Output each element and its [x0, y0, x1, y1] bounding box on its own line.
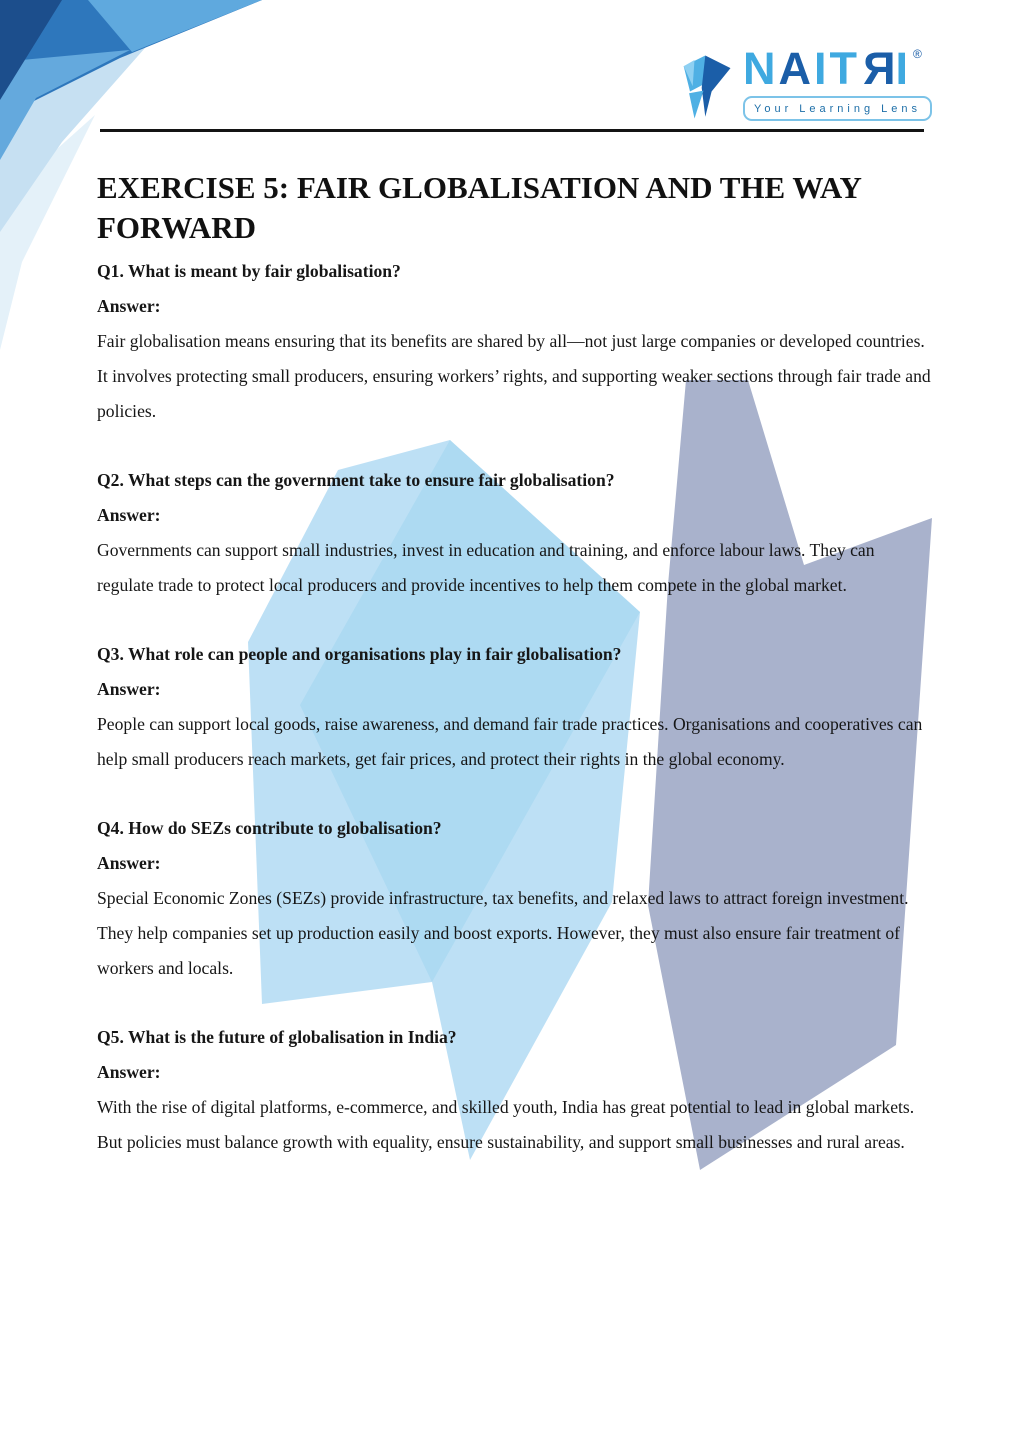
logo-tagline: Your Learning Lens [754, 103, 922, 115]
page-title: EXERCISE 5: FAIR GLOBALISATION AND THE WAY FORWARD [97, 169, 861, 245]
question-text: Q2. What steps can the government take to ensure fair globalisation? [97, 470, 615, 490]
brand-letter: N [743, 43, 779, 94]
qa-block-3 [97, 626, 933, 777]
brand-letter: R [860, 43, 896, 94]
answer-label: Answer: [97, 853, 161, 873]
tagline-box [743, 96, 932, 121]
answer-text: Governments can support small industries, invest in education and training, and enforce labour laws. They can regulate trade to protect local producers and provide incentives to help them compete in the global market. [97, 540, 875, 595]
header-divider [100, 129, 924, 132]
answer-label: Answer: [97, 679, 161, 699]
naitri-logo [681, 43, 932, 124]
question-text: Q5. What is the future of globalisation in India? [97, 1027, 457, 1047]
answer-text: Fair globalisation means ensuring that its benefits are shared by all—not just large companies or developed countries. It involves protecting small producers, ensuring workers’ rights, and supporting weaker sections through fair trade and policies. [97, 331, 931, 421]
qa-content [97, 243, 933, 1183]
brand-letter: T [829, 43, 861, 94]
answer-text: Special Economic Zones (SEZs) provide infrastructure, tax benefits, and relaxed laws to attract foreign investment. They help companies set up production easily and boost exports. However, they must also ensure fair treatment of workers and locals. [97, 888, 909, 978]
logo-bird-icon [681, 50, 735, 124]
answer-label: Answer: [97, 296, 161, 316]
logo-text-block [743, 43, 932, 121]
question-text: Q1. What is meant by fair globalisation? [97, 261, 401, 281]
brand-letter: I [814, 43, 830, 94]
qa-block-5 [97, 1009, 933, 1160]
answer-label: Answer: [97, 1062, 161, 1082]
answer-label: Answer: [97, 505, 161, 525]
qa-block-2 [97, 452, 933, 603]
brand-letter: A [778, 43, 814, 94]
answer-text: People can support local goods, raise awareness, and demand fair trade practices. Organisations and cooperatives can help small producers reach markets, get fair prices, and protect their rights in the global economy. [97, 714, 923, 769]
qa-block-4 [97, 800, 933, 986]
brand-letter: I [895, 43, 912, 94]
answer-text: With the rise of digital platforms, e-commerce, and skilled youth, India has great potential to lead in global markets. But policies must balance growth with equality, ensure sustainability, and support small businesses and rural areas. [97, 1097, 915, 1152]
qa-block-1 [97, 243, 933, 429]
registered-trademark-symbol: ® [913, 47, 922, 61]
question-text: Q4. How do SEZs contribute to globalisation? [97, 818, 442, 838]
brand-wordmark [743, 43, 912, 94]
question-text: Q3. What role can people and organisations play in fair globalisation? [97, 644, 622, 664]
